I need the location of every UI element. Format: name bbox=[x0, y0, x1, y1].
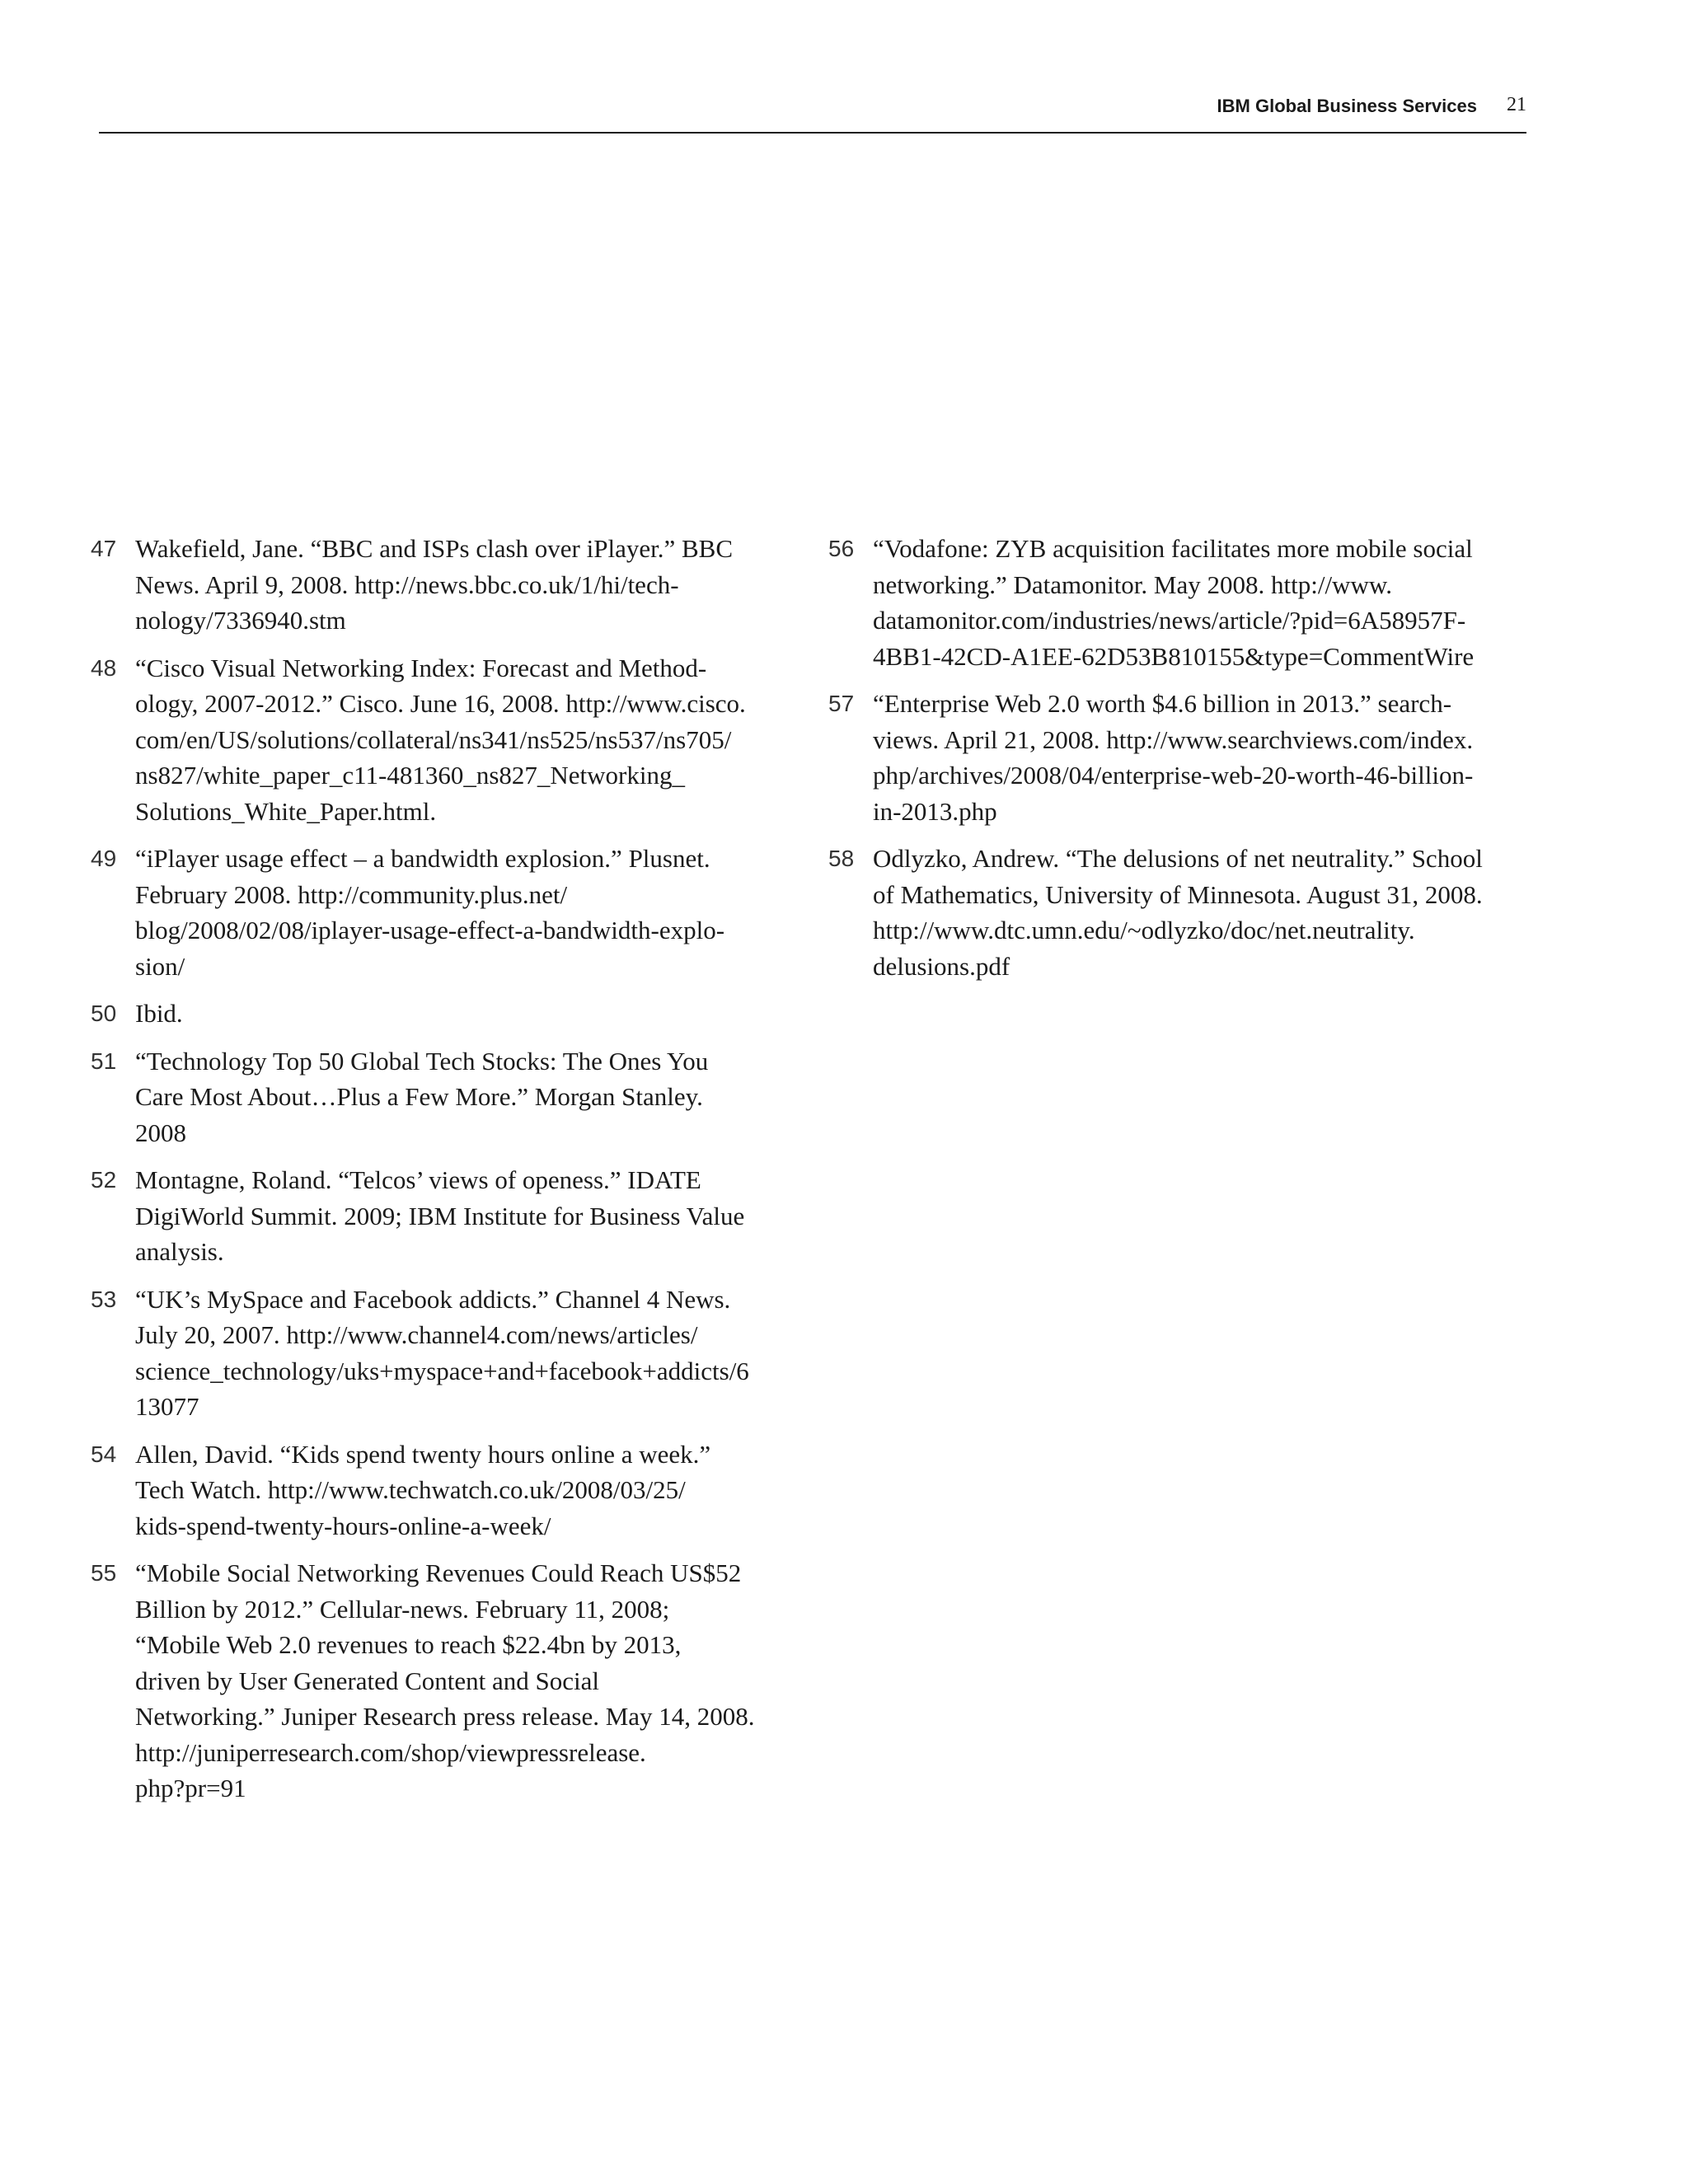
endnote-number: 47 bbox=[91, 536, 117, 561]
endnote-text bbox=[135, 1162, 791, 1270]
page-header bbox=[99, 91, 1526, 134]
endnote-number: 58 bbox=[828, 846, 855, 871]
endnote-item bbox=[91, 841, 791, 984]
endnote-item bbox=[91, 531, 791, 639]
endnote-number: 55 bbox=[91, 1560, 117, 1586]
endnote-line: analysis. bbox=[135, 1237, 224, 1266]
endnote-item bbox=[91, 1555, 791, 1807]
endnote-text bbox=[873, 531, 1529, 674]
endnote-number: 54 bbox=[91, 1441, 117, 1467]
endnote-text bbox=[135, 1043, 791, 1151]
endnote-number: 50 bbox=[91, 1001, 117, 1026]
endnote-line: Wakefield, Jane. “BBC and ISPs clash over iPlayer.” BBC bbox=[135, 534, 734, 563]
endnote-text bbox=[135, 841, 791, 984]
endnote-line: delusions.pdf bbox=[873, 951, 1010, 981]
endnote-text bbox=[135, 531, 791, 639]
endnote-text bbox=[135, 1436, 791, 1544]
endnote-line: http://juniperresearch.com/shop/viewpressrelease. bbox=[135, 1737, 646, 1767]
endnote-line: sion/ bbox=[135, 951, 185, 981]
endnote-line: kids-spend-twenty-hours-online-a-week/ bbox=[135, 1511, 551, 1540]
endnote-line: science_technology/uks+myspace+and+facebook+addicts/6 bbox=[135, 1356, 749, 1385]
endnote-line: Billion by 2012.” Cellular-news. February 11, 2008; bbox=[135, 1594, 670, 1624]
endnote-item bbox=[91, 1282, 791, 1425]
endnote-line: Montagne, Roland. “Telcos’ views of openess.” IDATE bbox=[135, 1165, 701, 1194]
endnote-line: driven by User Generated Content and Social bbox=[135, 1666, 599, 1695]
endnote-number: 49 bbox=[91, 846, 117, 871]
endnote-line: http://www.dtc.umn.edu/~odlyzko/doc/net.neutrality. bbox=[873, 916, 1415, 944]
endnote-line: “Vodafone: ZYB acquisition facilitates more mobile social bbox=[873, 534, 1473, 563]
endnote-line: “Mobile Social Networking Revenues Could Reach US$52 bbox=[135, 1558, 742, 1587]
endnote-number: 51 bbox=[91, 1047, 117, 1074]
endnote-number: 57 bbox=[828, 691, 855, 716]
endnote-item bbox=[91, 1043, 791, 1151]
endnote-line: DigiWorld Summit. 2009; IBM Institute for Business Value bbox=[135, 1201, 745, 1230]
endnote-line: networking.” Datamonitor. May 2008. http://www. bbox=[873, 569, 1392, 599]
endnote-line: “UK’s MySpace and Facebook addicts.” Channel 4 News. bbox=[135, 1284, 731, 1314]
endnote-line: php/archives/2008/04/enterprise-web-20-worth-46-billion- bbox=[873, 761, 1474, 790]
endnote-item bbox=[91, 650, 791, 830]
endnote-line: 4BB1-42CD-A1EE-62D53B810155&type=CommentWire bbox=[873, 641, 1475, 671]
endnote-line: php?pr=91 bbox=[135, 1774, 246, 1802]
endnote-line: of Mathematics, University of Minnesota. August 31, 2008. bbox=[873, 879, 1483, 909]
endnote-text bbox=[135, 1555, 791, 1807]
endnote-line: “iPlayer usage effect – a bandwidth explosion.” Plusnet. bbox=[135, 844, 710, 873]
endnote-item bbox=[828, 841, 1529, 984]
endnote-line: ns827/white_paper_c11-481360_ns827_Networking_ bbox=[135, 761, 685, 790]
endnote-line: 2008 bbox=[135, 1118, 186, 1147]
endnote-number: 53 bbox=[91, 1286, 117, 1312]
endnote-line: Tech Watch. http://www.techwatch.co.uk/2008/03/25/ bbox=[135, 1475, 686, 1504]
endnote-line: Solutions_White_Paper.html. bbox=[135, 796, 437, 826]
endnote-line: in-2013.php bbox=[873, 796, 997, 826]
endnote-line: February 2008. http://community.plus.net/ bbox=[135, 879, 568, 909]
endnote-item bbox=[91, 996, 791, 1032]
endnote-line: “Mobile Web 2.0 revenues to reach $22.4bn by 2013, bbox=[135, 1630, 682, 1659]
endnote-line: blog/2008/02/08/iplayer-usage-effect-a-bandwidth-explo- bbox=[135, 916, 725, 944]
endnote-line: Odlyzko, Andrew. “The delusions of net neutrality.” School bbox=[873, 844, 1483, 873]
endnote-text bbox=[135, 996, 791, 1032]
endnote-item bbox=[91, 1162, 791, 1270]
endnote-line: nology/7336940.stm bbox=[135, 606, 346, 635]
endnote-line: ology, 2007-2012.” Cisco. June 16, 2008. http://www.cisco. bbox=[135, 689, 746, 718]
header-brand: IBM Global Business Services bbox=[1217, 96, 1477, 116]
endnote-line: Ibid. bbox=[135, 999, 183, 1028]
page-number: 21 bbox=[1507, 94, 1526, 115]
endnote-item bbox=[91, 1436, 791, 1544]
endnote-number: 52 bbox=[91, 1167, 117, 1193]
endnote-text bbox=[135, 1282, 791, 1425]
endnote-line: com/en/US/solutions/collateral/ns341/ns525/ns537/ns705/ bbox=[135, 724, 732, 754]
endnote-line: views. April 21, 2008. http://www.searchviews.com/index. bbox=[873, 724, 1474, 754]
endnote-line: News. April 9, 2008. http://news.bbc.co.uk/1/hi/tech- bbox=[135, 569, 679, 599]
endnote-text bbox=[873, 686, 1529, 829]
endnote-line: “Enterprise Web 2.0 worth $4.6 billion in 2013.” search- bbox=[873, 689, 1452, 718]
endnote-line: Allen, David. “Kids spend twenty hours online a week.” bbox=[135, 1439, 711, 1469]
endnote-line: “Cisco Visual Networking Index: Forecast and Method- bbox=[135, 653, 707, 682]
endnote-item bbox=[828, 531, 1529, 674]
endnote-line: “Technology Top 50 Global Tech Stocks: The Ones You bbox=[135, 1046, 709, 1076]
endnote-line: Networking.” Juniper Research press release. May 14, 2008. bbox=[135, 1702, 755, 1731]
endnote-line: Care Most About…Plus a Few More.” Morgan Stanley. bbox=[135, 1082, 703, 1111]
endnote-line: 13077 bbox=[135, 1392, 199, 1421]
endnote-text bbox=[873, 841, 1529, 984]
endnote-text bbox=[135, 650, 791, 830]
endnote-line: datamonitor.com/industries/news/article/?pid=6A58957F- bbox=[873, 606, 1466, 635]
endnote-number: 56 bbox=[828, 536, 855, 561]
endnote-number: 48 bbox=[91, 654, 117, 681]
notes-column-right bbox=[828, 531, 1529, 996]
notes-column-left bbox=[91, 531, 791, 1818]
endnote-line: July 20, 2007. http://www.channel4.com/news/articles/ bbox=[135, 1320, 698, 1349]
endnote-item bbox=[828, 686, 1529, 829]
